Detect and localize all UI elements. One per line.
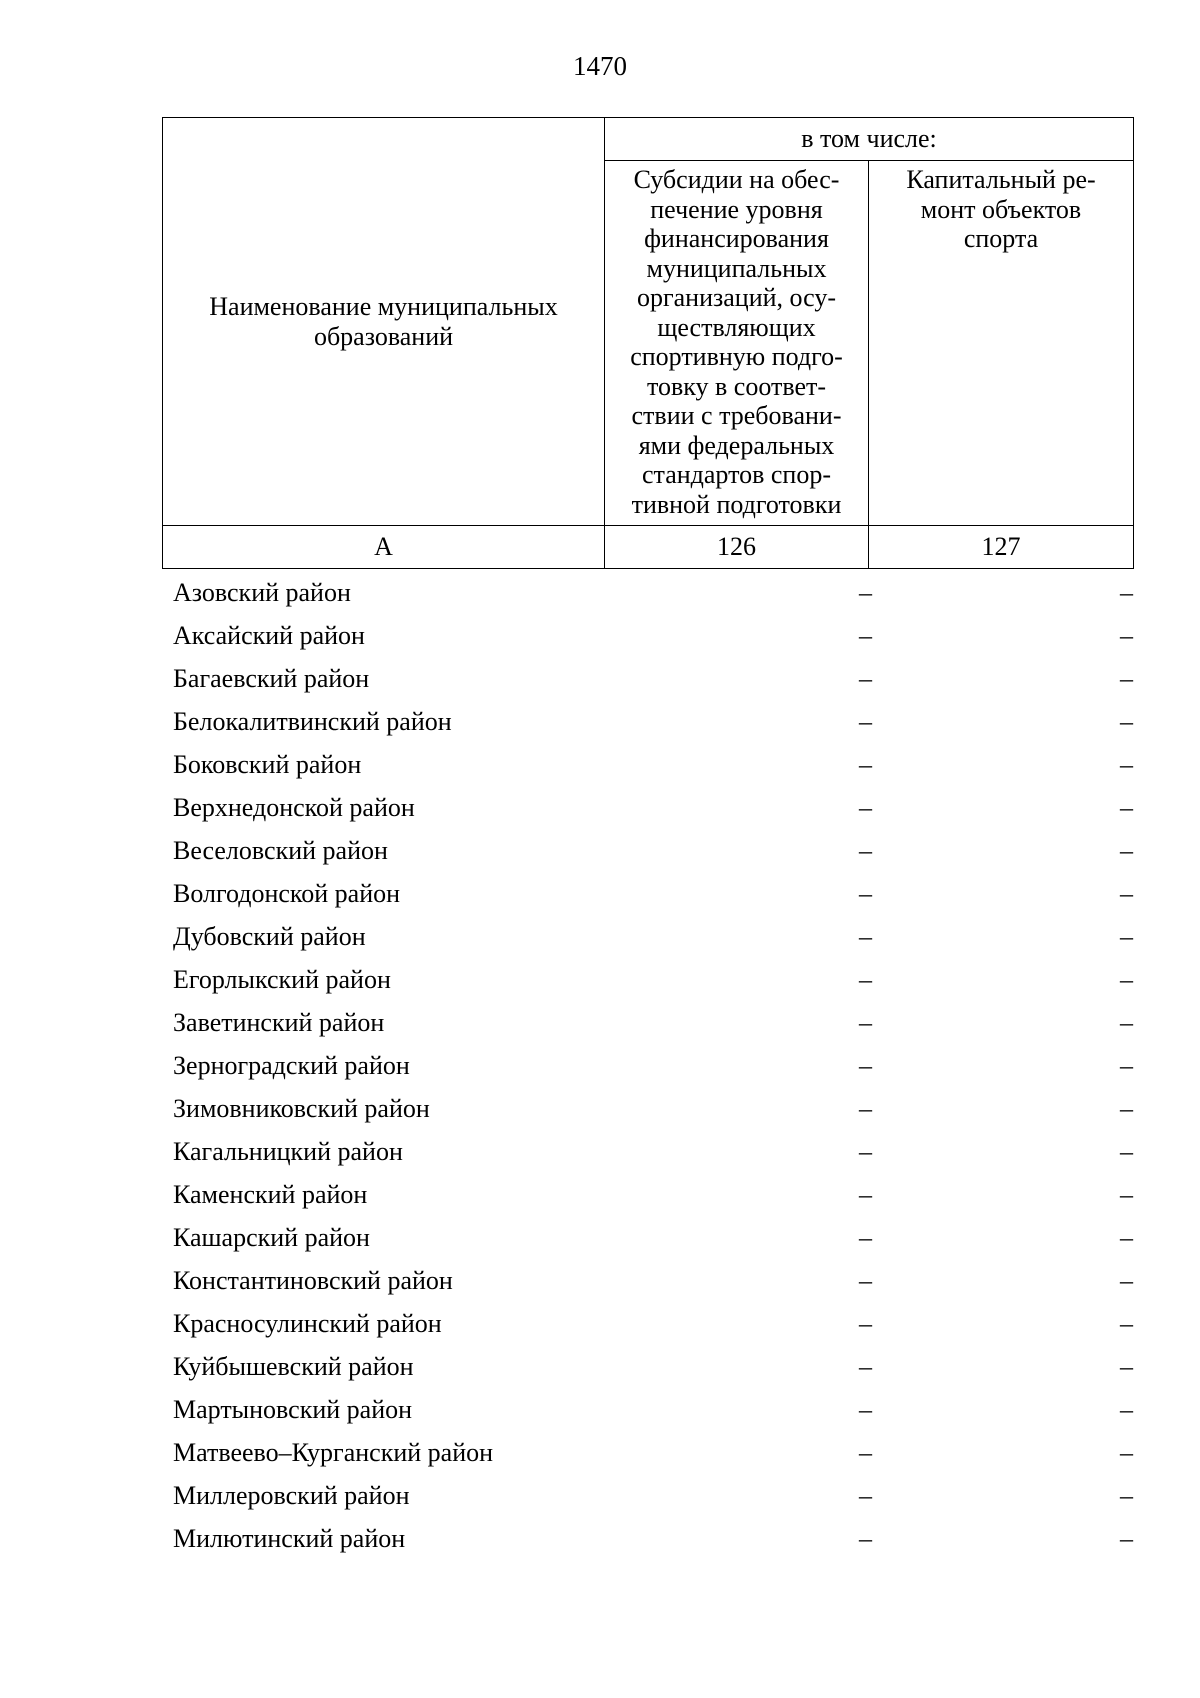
- table-row: [162, 1044, 1133, 1087]
- table-row: [162, 1173, 1133, 1216]
- header-line: монт объектов: [920, 194, 1082, 224]
- value-126: –: [859, 836, 872, 865]
- value-127: –: [1120, 1309, 1133, 1338]
- district-name: Дубовский район: [173, 922, 366, 951]
- table-row: [162, 1087, 1133, 1130]
- header-line: товку в соответ-: [646, 371, 827, 401]
- column-number-126: 126: [605, 526, 869, 569]
- value-127: –: [1120, 1008, 1133, 1037]
- header-line: спортивную подго-: [630, 342, 843, 371]
- value-127: –: [1120, 836, 1133, 865]
- table-row: [162, 1001, 1133, 1044]
- district-name: Белокалитвинский район: [173, 707, 452, 736]
- value-126: –: [859, 1051, 872, 1080]
- value-127: –: [1120, 1524, 1133, 1553]
- table-row: [162, 872, 1133, 915]
- header-including-label: в том числе:: [801, 124, 937, 154]
- header-table: [162, 117, 1134, 569]
- value-126: –: [859, 1352, 872, 1381]
- table-row: [162, 1259, 1133, 1302]
- value-127: –: [1120, 1395, 1133, 1424]
- value-126: –: [859, 922, 872, 951]
- table-row: [162, 1216, 1133, 1259]
- header-col-126-text: [605, 165, 868, 519]
- district-name: Волгодонской район: [173, 879, 401, 908]
- header-name-column: [163, 118, 605, 526]
- value-127: –: [1120, 1481, 1133, 1510]
- value-127: –: [1120, 1438, 1133, 1467]
- district-name: Азовский район: [173, 578, 351, 607]
- header-line: организаций, осу-: [636, 283, 837, 312]
- value-127: –: [1120, 664, 1133, 693]
- value-127: –: [1120, 1094, 1133, 1123]
- value-126: –: [859, 1094, 872, 1123]
- table-row: [162, 1130, 1133, 1173]
- district-name: Зерноградский район: [173, 1051, 410, 1080]
- table-row: [162, 1474, 1133, 1517]
- column-number-name: А: [163, 526, 605, 569]
- district-name: Боковский район: [173, 750, 362, 779]
- district-name: Мартыновский район: [173, 1395, 413, 1424]
- district-name: Красносулинский район: [173, 1309, 442, 1338]
- table-row: [162, 614, 1133, 657]
- header-line: финансирования: [644, 224, 829, 253]
- header-line: Субсидии на обес-: [633, 165, 840, 194]
- value-127: –: [1120, 1180, 1133, 1209]
- value-126: –: [859, 1137, 872, 1166]
- table-row: [162, 571, 1133, 614]
- value-126: –: [859, 1309, 872, 1338]
- header-name-label: Наименование муниципальных образований: [209, 292, 558, 351]
- header-line: Капитальный ре-: [906, 165, 1096, 194]
- value-126: –: [859, 1481, 872, 1510]
- district-name: Кашарский район: [173, 1223, 370, 1252]
- value-126: –: [859, 578, 872, 607]
- column-number-127: 127: [869, 526, 1134, 569]
- value-127: –: [1120, 1266, 1133, 1295]
- data-rows: [162, 571, 1133, 1560]
- district-name: Егорлыкский район: [173, 965, 391, 994]
- value-126: –: [859, 1438, 872, 1467]
- header-line: ществляющих: [657, 312, 816, 342]
- table-row: [162, 1517, 1133, 1560]
- value-127: –: [1120, 707, 1133, 736]
- header-col-127-description: [869, 161, 1134, 526]
- table-row: [162, 743, 1133, 786]
- district-name: Миллеровский район: [173, 1481, 410, 1510]
- header-including: [605, 118, 1134, 161]
- table-row: [162, 1302, 1133, 1345]
- district-name: Каменский район: [173, 1180, 368, 1209]
- table-row: [162, 786, 1133, 829]
- value-126: –: [859, 793, 872, 822]
- table-row: [162, 657, 1133, 700]
- district-name: Кагальницкий район: [173, 1137, 403, 1166]
- table-row: [162, 958, 1133, 1001]
- table-row: [162, 700, 1133, 743]
- header-line: стандартов спор-: [641, 460, 831, 489]
- value-126: –: [859, 879, 872, 908]
- header-line: ствии с требовани-: [631, 401, 842, 430]
- district-name: Заветинский район: [173, 1008, 385, 1037]
- value-126: –: [859, 1008, 872, 1037]
- district-name: Аксайский район: [173, 621, 365, 650]
- value-127: –: [1120, 1223, 1133, 1252]
- header-col-126-description: [605, 161, 869, 526]
- district-name: Веселовский район: [173, 836, 388, 865]
- table-row: [162, 829, 1133, 872]
- district-name: Зимовниковский район: [173, 1094, 430, 1123]
- table-row: [162, 1388, 1133, 1431]
- header-line: спорта: [963, 224, 1039, 253]
- value-127: –: [1120, 1051, 1133, 1080]
- value-126: –: [859, 965, 872, 994]
- value-127: –: [1120, 922, 1133, 951]
- district-name: Милютинский район: [173, 1524, 406, 1553]
- page-number: 1470: [573, 51, 627, 81]
- value-126: –: [859, 621, 872, 650]
- district-name: Багаевский район: [173, 664, 370, 693]
- value-126: –: [859, 1266, 872, 1295]
- header-line: печение уровня: [650, 194, 823, 224]
- header-col-127-text: [869, 165, 1133, 254]
- district-name: Верхнедонской район: [173, 793, 415, 822]
- value-126: –: [859, 1223, 872, 1252]
- value-127: –: [1120, 621, 1133, 650]
- value-126: –: [859, 1395, 872, 1424]
- value-127: –: [1120, 793, 1133, 822]
- table-row: [162, 1345, 1133, 1388]
- value-127: –: [1120, 578, 1133, 607]
- value-127: –: [1120, 750, 1133, 779]
- value-127: –: [1120, 965, 1133, 994]
- value-126: –: [859, 1524, 872, 1553]
- value-127: –: [1120, 1137, 1133, 1166]
- table-row: [162, 1431, 1133, 1474]
- value-127: –: [1120, 1352, 1133, 1381]
- header-line: ями федеральных: [638, 430, 835, 460]
- table-row: [162, 915, 1133, 958]
- district-name: Куйбышевский район: [173, 1352, 414, 1381]
- header-line: муниципальных: [646, 253, 827, 283]
- value-126: –: [859, 707, 872, 736]
- header-line: тивной подготовки: [631, 489, 842, 519]
- district-name: Матвеево–Курганский район: [173, 1438, 494, 1467]
- value-126: –: [859, 1180, 872, 1209]
- value-126: –: [859, 664, 872, 693]
- value-126: –: [859, 750, 872, 779]
- value-127: –: [1120, 879, 1133, 908]
- district-name: Константиновский район: [173, 1266, 453, 1295]
